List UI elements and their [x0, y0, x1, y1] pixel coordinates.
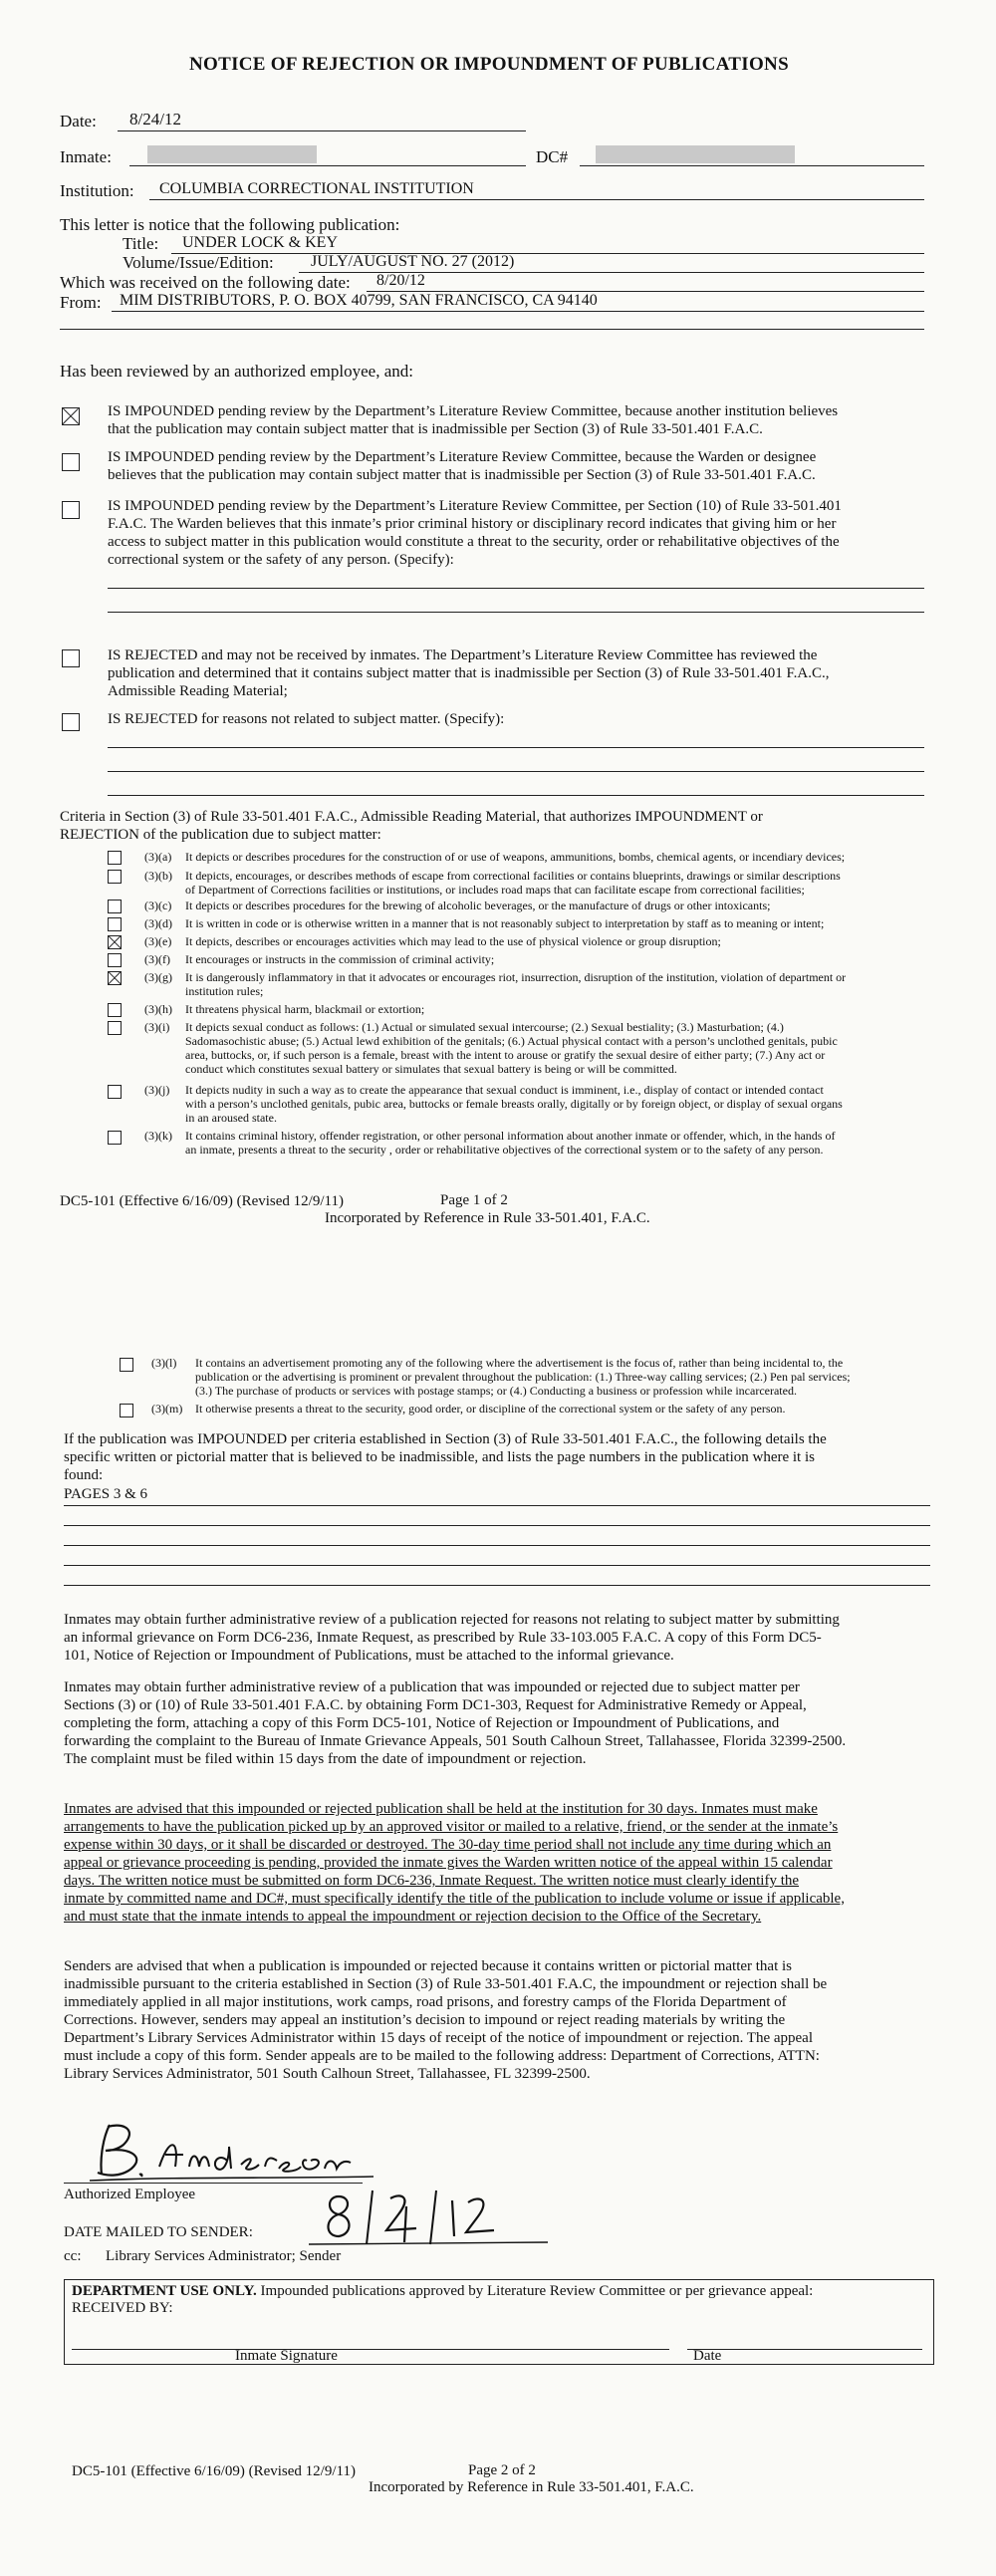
criteria-intro-1: Criteria in Section (3) of Rule 33-501.401 F.A.C., Admissible Reading Material, that authorizes IMPOUNDMENT or	[60, 809, 763, 825]
page1-footer-incorp: Incorporated by Reference in Rule 33-501.401, F.A.C.	[325, 1210, 650, 1226]
criteria-3h-line-1: It threatens physical harm, blackmail or extortion;	[185, 1002, 425, 1016]
criteria-3j-line-3: in an aroused state.	[185, 1111, 277, 1125]
criteria-3b-line-2: of Department of Corrections facilities or institutions, or includes road maps that can facilitate escape from correctional facilities;	[185, 883, 805, 897]
criteria-3h-checkbox[interactable]	[108, 1003, 122, 1017]
criteria-3i-line-4: conduct which constitutes sexual battery or simulates that sexual battery is being or will be committed.	[185, 1062, 677, 1076]
date-label: Date:	[60, 112, 97, 130]
option-1-line-1: IS IMPOUNDED pending review by the Department’s Literature Review Committee, because another institution believes	[108, 403, 839, 419]
criteria-3j-checkbox[interactable]	[108, 1085, 122, 1099]
senders-line-2: inadmissible pursuant to the criteria established in Section (3) of Rule 33-501.401 F.A.C, the impoundment or rejection shall be	[64, 1976, 828, 1992]
grievance1-line-1: Inmates may obtain further administrative review of a publication rejected for reasons not relating to subject matter by submitting	[64, 1612, 840, 1628]
advised-line-4: appeal or grievance proceeding is pending, provided the inmate gives the Warden written notice of the appeal within 15 calendar	[64, 1855, 833, 1871]
criteria-3g-line-2: institution rules;	[185, 984, 264, 998]
criteria-3e-line-1: It depicts, describes or encourages activities which may lead to the use of physical violence or group disruption;	[185, 934, 721, 948]
grievance2-line-5: The complaint must be filed within 15 days from the date of impoundment or rejection.	[64, 1751, 587, 1767]
criteria-3e-code: (3)(e)	[144, 934, 172, 948]
impounded-line-1: If the publication was IMPOUNDED per criteria established in Section (3) of Rule 33-501.401 F.A.C., the following details the	[64, 1431, 827, 1447]
criteria-3a-code: (3)(a)	[144, 850, 172, 864]
advised-line-1: Inmates are advised that this impounded or rejected publication shall be held at the institution for 30 days. Inmates must make	[64, 1801, 818, 1817]
criteria-3i-line-3: area, buttocks, or, if such person is a female, breast with the intent to arouse or gratify the sexual desire of either party; (7.) Any act or	[185, 1048, 826, 1062]
criteria-3k-checkbox[interactable]	[108, 1131, 122, 1145]
advised-line-6: inmate by committed name and DC#, must specifically identify the title of the publication to include volume or issue if applicable,	[64, 1891, 845, 1907]
pages-value: PAGES 3 & 6	[64, 1486, 148, 1502]
advised-line-2: arrangements to have the publication picked up by an approved visitor or mailed to a relative, friend, or the sender at the inmate’s	[64, 1819, 839, 1835]
criteria-intro-2: REJECTION of the publication due to subject matter:	[60, 827, 381, 843]
impounded-line-3: found:	[64, 1467, 104, 1483]
grievance2-line-3: completing the form, attaching a copy of this Form DC5-101, Notice of Rejection or Impoundment of Publications, and	[64, 1715, 780, 1731]
page2-footer-incorp: Incorporated by Reference in Rule 33-501.401, F.A.C.	[369, 2479, 694, 2495]
option-3-checkbox[interactable]	[62, 501, 80, 519]
volume-label: Volume/Issue/Edition:	[123, 253, 274, 272]
cc-label: cc:	[64, 2248, 82, 2264]
institution-label: Institution:	[60, 181, 134, 200]
option-1-checkbox[interactable]	[62, 407, 80, 425]
inmate-label: Inmate:	[60, 147, 112, 166]
criteria-3h-code: (3)(h)	[144, 1002, 172, 1016]
criteria-3c-code: (3)(c)	[144, 899, 172, 912]
notice-title: NOTICE OF REJECTION OR IMPOUNDMENT OF PUBLICATIONS	[189, 54, 789, 75]
criteria-3i-checkbox[interactable]	[108, 1021, 122, 1035]
criteria-3k-line-2: an inmate, presents a threat to the security , order or rehabilitative objectives of the correctional system or to the safety of any person.	[185, 1143, 824, 1157]
pub-title-label: Title:	[123, 234, 159, 253]
criteria-3f-line-1: It encourages or instructs in the commission of criminal activity;	[185, 952, 495, 966]
criteria-3c-checkbox[interactable]	[108, 900, 122, 913]
criteria-3l-code: (3)(l)	[151, 1356, 177, 1370]
date-mailed-label: DATE MAILED TO SENDER:	[64, 2224, 253, 2240]
criteria-3m-line-1: It otherwise presents a threat to the security, good order, or discipline of the correctional system or the safety of any person.	[195, 1402, 786, 1416]
department-use-text: DEPARTMENT USE ONLY. Impounded publications approved by Literature Review Committee or per grievance appeal:	[72, 2283, 814, 2299]
criteria-3a-line-1: It depicts or describes procedures for the construction of or use of weapons, ammunitions, bombs, chemical agents, or incendiary devices;	[185, 850, 846, 864]
criteria-3l-line-1: It contains an advertisement promoting any of the following where the advertisement is the focus of, rather than being incidental to, the	[195, 1356, 844, 1370]
received-by-label: RECEIVED BY:	[72, 2300, 173, 2316]
date-mailed-handwritten	[309, 2187, 558, 2246]
inmate-name-redacted	[147, 145, 317, 163]
criteria-3e-checkbox[interactable]	[108, 935, 122, 949]
option-5-line-1: IS REJECTED for reasons not related to subject matter. (Specify):	[108, 711, 505, 727]
criteria-3f-checkbox[interactable]	[108, 953, 122, 967]
grievance1-line-3: 101, Notice of Rejection or Impoundment of Publications, must be attached to the informal grievance.	[64, 1648, 674, 1664]
criteria-3g-checkbox[interactable]	[108, 971, 122, 985]
date-field-label: Date	[693, 2348, 722, 2364]
option-4-checkbox[interactable]	[62, 649, 80, 667]
criteria-3b-line-1: It depicts, encourages, or describes methods of escape from correctional facilities or contains blueprints, drawings or similar descriptions	[185, 869, 841, 883]
institution-value: COLUMBIA CORRECTIONAL INSTITUTION	[159, 180, 474, 197]
criteria-3f-code: (3)(f)	[144, 952, 170, 966]
criteria-3m-checkbox[interactable]	[120, 1404, 133, 1417]
criteria-3k-code: (3)(k)	[144, 1129, 172, 1143]
senders-line-4: Corrections. However, senders may appeal an institution’s decision to impound or reject reading materials by writing the	[64, 2012, 786, 2028]
option-3-line-3: access to subject matter in this publication would constitute a threat to the security, order or rehabilitative objectives of the	[108, 534, 840, 550]
intro-text: This letter is notice that the following publication:	[60, 215, 400, 234]
page1-footer-form: DC5-101 (Effective 6/16/09) (Revised 12/9/11)	[60, 1193, 344, 1209]
criteria-3l-line-3: (3.) The purchase of products or services with postage stamps; or (4.) Conducting a business or profession while incarcerated.	[195, 1384, 797, 1398]
senders-line-7: Library Services Administrator, 501 South Calhoun Street, Tallahassee, FL 32399-2500.	[64, 2066, 591, 2082]
criteria-3b-code: (3)(b)	[144, 869, 172, 883]
option-5-checkbox[interactable]	[62, 713, 80, 731]
advised-line-5: days. The written notice must be submitted on form DC6-236, Inmate Request. The written notice must clearly identify the	[64, 1873, 800, 1889]
advised-line-3: expense within 30 days, or it shall be discarded or destroyed. The 30-day time period shall not include any time during which an	[64, 1837, 832, 1853]
received-label: Which was received on the following date:	[60, 273, 351, 292]
grievance2-line-4: forwarding the complaint to the Bureau of Inmate Grievance Appeals, 501 South Calhoun Street, Tallahassee, Florida 32399-2500.	[64, 1733, 847, 1749]
page-2	[0, 1280, 996, 2576]
criteria-3b-checkbox[interactable]	[108, 870, 122, 884]
cc-value: Library Services Administrator; Sender	[106, 2248, 342, 2264]
option-4-line-1: IS REJECTED and may not be received by inmates. The Department’s Literature Review Committee has reviewed the	[108, 647, 818, 663]
inmate-signature-label: Inmate Signature	[235, 2348, 338, 2364]
received-value: 8/20/12	[376, 272, 425, 289]
pub-title-value: UNDER LOCK & KEY	[182, 234, 338, 251]
advised-line-7: and must state that the inmate intends to appeal the impoundment or rejection decision to the Office of the Secretary.	[64, 1909, 762, 1925]
senders-line-1: Senders are advised that when a publication is impounded or rejected because it contains written or pictorial matter that is	[64, 1958, 793, 1974]
option-2-line-2: believes that the publication may contain subject matter that is inadmissible per Section (3) of Rule 33-501.401 F.A.C.	[108, 467, 816, 483]
page-1	[0, 0, 996, 1280]
criteria-3d-code: (3)(d)	[144, 916, 172, 930]
senders-line-5: Department’s Library Services Administrator within 15 days of receipt of the notice of impoundment or rejection. The appeal	[64, 2030, 814, 2046]
authorized-employee-label: Authorized Employee	[64, 2187, 196, 2202]
criteria-3g-code: (3)(g)	[144, 970, 172, 984]
page1-footer-page: Page 1 of 2	[440, 1192, 508, 1208]
criteria-3j-line-2: with a person’s unclothed genitals, pubic area, buttocks or female breasts orally, digitally or by foreign object, or display of sexual organs	[185, 1097, 843, 1111]
reviewed-text: Has been reviewed by an authorized employee, and:	[60, 362, 413, 381]
criteria-3a-checkbox[interactable]	[108, 851, 122, 865]
option-3-line-4: correctional system or the safety of any person. (Specify):	[108, 552, 454, 568]
criteria-3i-line-1: It depicts sexual conduct as follows: (1.) Actual or simulated sexual intercourse; (2.) Sexual bestiality; (3.) Masturbation; (4.)	[185, 1020, 784, 1034]
option-4-line-3: Admissible Reading Material;	[108, 683, 288, 699]
grievance1-line-2: an informal grievance on Form DC6-236, Inmate Request, as prescribed by Rule 33-103.005 F.A.C. A copy of this Form DC5-	[64, 1630, 822, 1646]
criteria-3j-line-1: It depicts nudity in such a way as to create the appearance that sexual conduct is imminent, i.e., display of contact or intended contact	[185, 1083, 824, 1097]
criteria-3l-checkbox[interactable]	[120, 1358, 133, 1372]
criteria-3d-line-1: It is written in code or is otherwise written in a manner that is not reasonably subject to interpretation by staff as to meaning or intent;	[185, 916, 825, 930]
option-2-checkbox[interactable]	[62, 453, 80, 471]
option-4-line-2: publication and determined that it contains subject matter that is inadmissible per Section (3) of Rule 33-501.401 F.A.C.,	[108, 665, 830, 681]
criteria-3g-line-1: It is dangerously inflammatory in that it advocates or encourages riot, insurrection, disruption of the institution, violation of department or	[185, 970, 847, 984]
senders-line-6: must include a copy of this form. Sender appeals are to be mailed to the following address: Department of Corrections, ATTN:	[64, 2048, 820, 2064]
criteria-3l-line-2: publication or the advertising is prominent or prevalent throughout the publication: (1.) Three-way calling services; (2.) Pen pal services;	[195, 1370, 851, 1384]
criteria-3d-checkbox[interactable]	[108, 917, 122, 931]
dc-number-redacted	[596, 145, 795, 163]
option-3-line-1: IS IMPOUNDED pending review by the Department’s Literature Review Committee, per Section (10) of Rule 33-501.401	[108, 498, 842, 514]
page2-footer-form: DC5-101 (Effective 6/16/09) (Revised 12/9/11)	[72, 2463, 356, 2479]
grievance2-line-2: Sections (3) or (10) of Rule 33-501.401 F.A.C. by obtaining Form DC1-303, Request for Administrative Remedy or Appeal,	[64, 1697, 807, 1713]
from-value: MIM DISTRIBUTORS, P. O. BOX 40799, SAN FRANCISCO, CA 94140	[120, 292, 598, 309]
from-label: From:	[60, 293, 102, 312]
criteria-3j-code: (3)(j)	[144, 1083, 170, 1097]
volume-value: JULY/AUGUST NO. 27 (2012)	[311, 253, 515, 270]
signature-image	[80, 2117, 378, 2187]
criteria-3k-line-1: It contains criminal history, offender registration, or other personal information about another inmate or offender, which, in the hands of	[185, 1129, 836, 1143]
criteria-3c-line-1: It depicts or describes procedures for the brewing of alcoholic beverages, or the manufacture of drugs or other intoxicants;	[185, 899, 771, 912]
dc-label: DC#	[536, 147, 569, 166]
option-3-line-2: F.A.C. The Warden believes that this inmate’s prior criminal history or disciplinary record indicates that giving him or her	[108, 516, 837, 532]
date-value: 8/24/12	[129, 110, 181, 129]
impounded-line-2: specific written or pictorial matter that is believed to be inadmissible, and lists the page numbers in the publication where it is	[64, 1449, 815, 1465]
senders-line-3: immediately applied in all major institutions, work camps, road prisons, and forestry camps of the Florida Department of	[64, 1994, 787, 2010]
option-1-line-2: that the publication may contain subject matter that is inadmissible per Section (3) of Rule 33-501.401 F.A.C.	[108, 421, 763, 437]
option-2-line-1: IS IMPOUNDED pending review by the Department’s Literature Review Committee, because the Warden or designee	[108, 449, 817, 465]
grievance2-line-1: Inmates may obtain further administrative review of a publication that was impounded or rejected due to subject matter per	[64, 1679, 800, 1695]
criteria-3i-code: (3)(i)	[144, 1020, 170, 1034]
page2-footer-page: Page 2 of 2	[468, 2462, 536, 2478]
criteria-3i-line-2: Sadomasochistic abuse; (5.) Actual lewd exhibition of the genitals; (6.) Actual physical contact with a person’s unclothed genitals, pubic	[185, 1034, 838, 1048]
criteria-3m-code: (3)(m)	[151, 1402, 183, 1416]
